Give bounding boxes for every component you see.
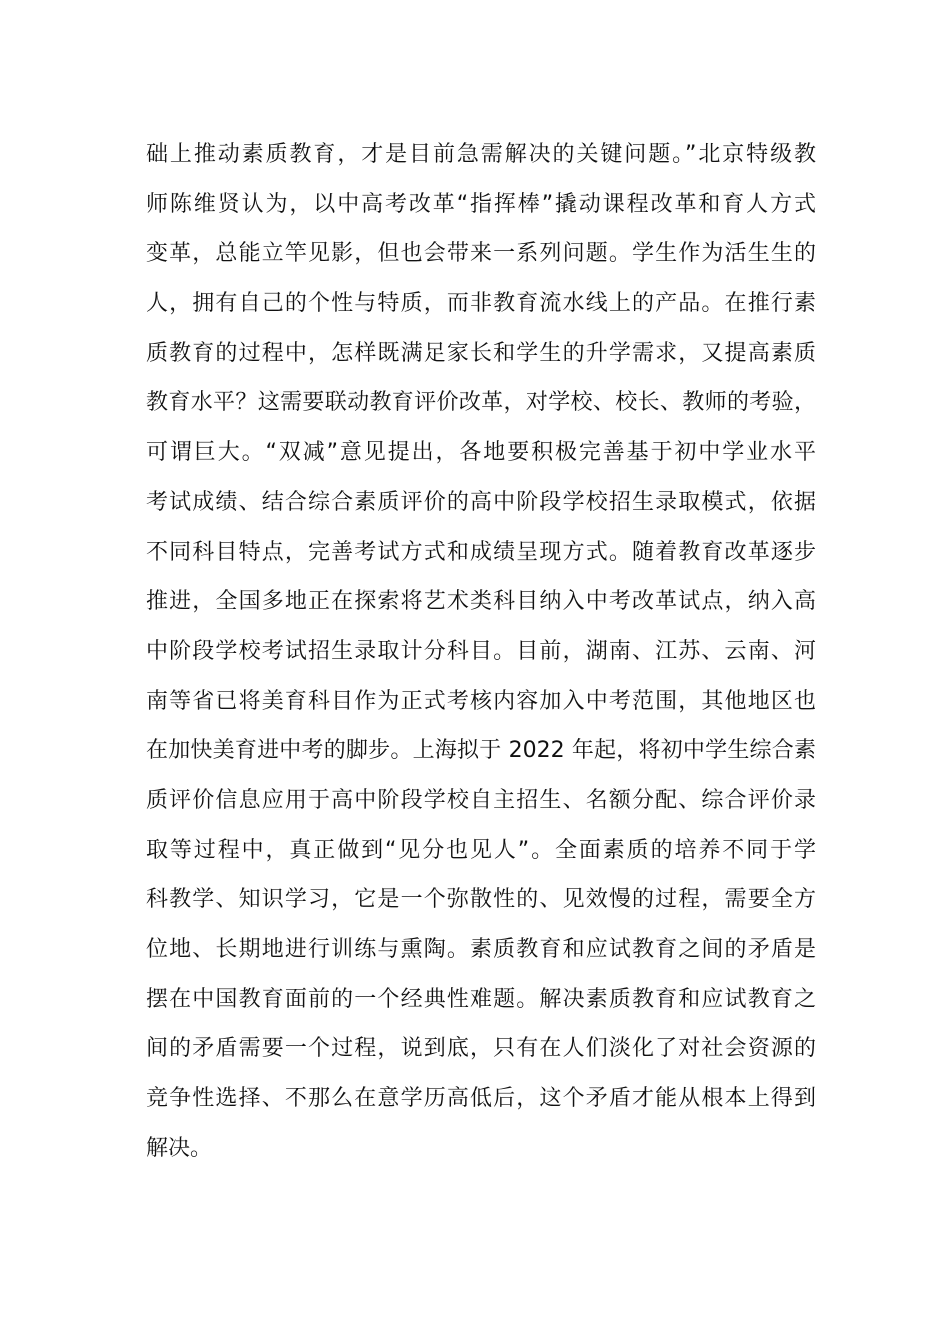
text-line: 可谓巨大。“双减”意见提出，各地要积极完善基于初中学业水平 <box>146 440 816 466</box>
text-line: 推进，全国多地正在探索将艺术类科目纳入中考改革试点，纳入高 <box>146 589 816 615</box>
text-line: 变革，总能立竿见影，但也会带来一系列问题。学生作为活生生的 <box>146 241 816 267</box>
text-line: 在加快美育进中考的脚步。上海拟于 2022 年起，将初中学生综合素 <box>146 738 816 764</box>
text-line: 科教学、知识学习，它是一个弥散性的、见效慢的过程，需要全方 <box>146 887 816 913</box>
text-line: 质教育的过程中，怎样既满足家长和学生的升学需求，又提高素质 <box>146 340 816 366</box>
text-line: 人，拥有自己的个性与特质，而非教育流水线上的产品。在推行素 <box>146 291 816 317</box>
text-line: 础上推动素质教育，才是目前急需解决的关键问题。”北京特级教 <box>146 142 816 167</box>
text-line: 取等过程中，真正做到“见分也见人”。全面素质的培养不同于学 <box>146 837 816 863</box>
text-line: 不同科目特点，完善考试方式和成绩呈现方式。随着教育改革逐步 <box>146 539 816 565</box>
text-line: 质评价信息应用于高中阶段学校自主招生、名额分配、综合评价录 <box>146 787 816 813</box>
text-line: 师陈维贤认为，以中高考改革“指挥棒”撬动课程改革和育人方式 <box>146 191 816 217</box>
text-line: 位地、长期地进行训练与熏陶。素质教育和应试教育之间的矛盾是 <box>146 937 816 962</box>
text-line: 解决。 <box>146 1135 213 1161</box>
text-line: 摆在中国教育面前的一个经典性难题。解决素质教育和应试教育之 <box>146 986 816 1012</box>
text-line: 考试成绩、结合综合素质评价的高中阶段学校招生录取模式，依据 <box>146 489 816 515</box>
body-paragraph <box>146 130 816 1173</box>
text-line: 竞争性选择、不那么在意学历高低后，这个矛盾才能从根本上得到 <box>146 1086 816 1112</box>
text-line: 间的矛盾需要一个过程，说到底，只有在人们淡化了对社会资源的 <box>146 1036 816 1062</box>
text-line: 中阶段学校考试招生录取计分科目。目前，湖南、江苏、云南、河 <box>146 638 816 664</box>
text-line: 南等省已将美育科目作为正式考核内容加入中考范围，其他地区也 <box>146 688 816 714</box>
text-line: 教育水平？这需要联动教育评价改革，对学校、校长、教师的考验， <box>146 390 816 416</box>
